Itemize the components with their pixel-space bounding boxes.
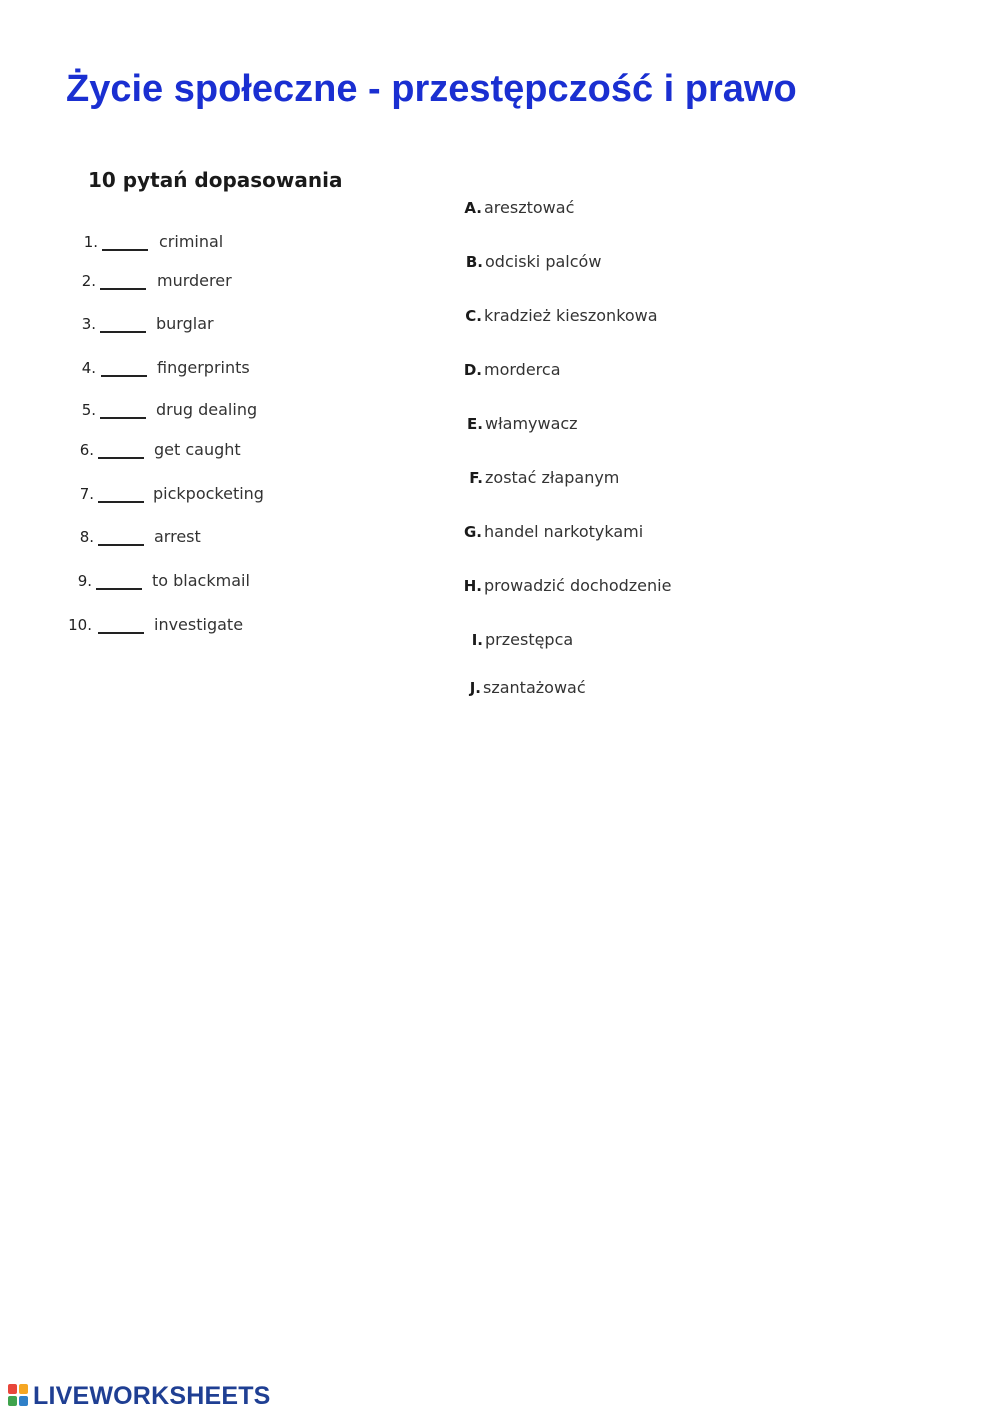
answer-option: [461, 468, 619, 490]
page-title: Życie społeczne - przestępczość i prawo: [66, 68, 797, 110]
question-item: [70, 271, 370, 295]
logo-square-blue: [19, 1396, 28, 1406]
question-item: [70, 400, 370, 424]
answer-blank[interactable]: [98, 501, 144, 503]
answer-text: przestępca: [485, 630, 574, 649]
answer-blank[interactable]: [100, 288, 146, 290]
question-item: [70, 314, 370, 338]
question-term: fingerprints: [157, 358, 250, 377]
answer-blank[interactable]: [100, 331, 146, 333]
question-item: [66, 571, 366, 595]
answer-letter: I.: [471, 631, 483, 649]
answer-letter: D.: [463, 361, 482, 379]
question-term: burglar: [156, 314, 214, 333]
question-number: 5.: [81, 401, 96, 419]
answer-blank[interactable]: [98, 632, 144, 634]
answer-letter: G.: [463, 523, 482, 541]
question-term: investigate: [154, 615, 244, 634]
answer-option: [461, 630, 573, 652]
answer-blank[interactable]: [101, 375, 147, 377]
question-item: [70, 358, 370, 382]
section-heading: 10 pytań dopasowania: [88, 168, 343, 192]
answer-text: odciski palców: [485, 252, 602, 271]
answer-text: szantażować: [483, 678, 586, 697]
answer-option: [461, 414, 578, 436]
question-item: [68, 484, 368, 508]
answer-text: kradzież kieszonkowa: [484, 306, 658, 325]
question-number: 10.: [68, 616, 92, 634]
answer-option: [460, 360, 561, 382]
answer-option: [460, 306, 658, 328]
answer-text: włamywacz: [485, 414, 578, 433]
question-number: 9.: [77, 572, 92, 590]
brand-name: LIVEWORKSHEETS: [33, 1381, 271, 1410]
answer-letter: J.: [469, 679, 481, 697]
answer-letter: H.: [463, 577, 482, 595]
answer-letter: E.: [467, 415, 483, 433]
question-item: [72, 232, 372, 256]
question-term: pickpocketing: [153, 484, 264, 503]
answer-option: [460, 522, 643, 544]
answer-letter: C.: [465, 307, 482, 325]
question-number: 4.: [81, 359, 96, 377]
answer-blank[interactable]: [100, 417, 146, 419]
logo-square-red: [8, 1384, 17, 1394]
logo-square-orange: [19, 1384, 28, 1394]
answer-option: [460, 576, 671, 598]
question-item: [66, 615, 366, 639]
logo-square-green: [8, 1396, 17, 1406]
answer-blank[interactable]: [98, 457, 144, 459]
question-term: criminal: [159, 232, 224, 251]
answer-text: prowadzić dochodzenie: [484, 576, 672, 595]
answer-letter: B.: [465, 253, 483, 271]
question-number: 6.: [79, 441, 94, 459]
answer-letter: F.: [469, 469, 483, 487]
question-term: arrest: [154, 527, 201, 546]
answer-text: zostać złapanym: [485, 468, 620, 487]
answer-text: handel narkotykami: [484, 522, 644, 541]
question-item: [68, 440, 368, 464]
answer-text: aresztować: [484, 198, 575, 217]
answer-option: [459, 678, 586, 700]
question-number: 1.: [83, 233, 98, 251]
brand-footer[interactable]: [8, 1381, 271, 1411]
question-term: murderer: [157, 271, 232, 290]
liveworksheets-logo-icon: [8, 1384, 30, 1408]
question-number: 3.: [81, 315, 96, 333]
question-term: to blackmail: [152, 571, 250, 590]
question-number: 7.: [79, 485, 94, 503]
answer-option: [461, 252, 601, 274]
answer-option: [460, 198, 574, 220]
question-number: 8.: [79, 528, 94, 546]
question-number: 2.: [81, 272, 96, 290]
answer-letter: A.: [464, 199, 482, 217]
answer-blank[interactable]: [98, 544, 144, 546]
answer-blank[interactable]: [102, 249, 148, 251]
question-term: get caught: [154, 440, 241, 459]
question-item: [68, 527, 368, 551]
answer-text: morderca: [484, 360, 561, 379]
answer-blank[interactable]: [96, 588, 142, 590]
question-term: drug dealing: [156, 400, 258, 419]
